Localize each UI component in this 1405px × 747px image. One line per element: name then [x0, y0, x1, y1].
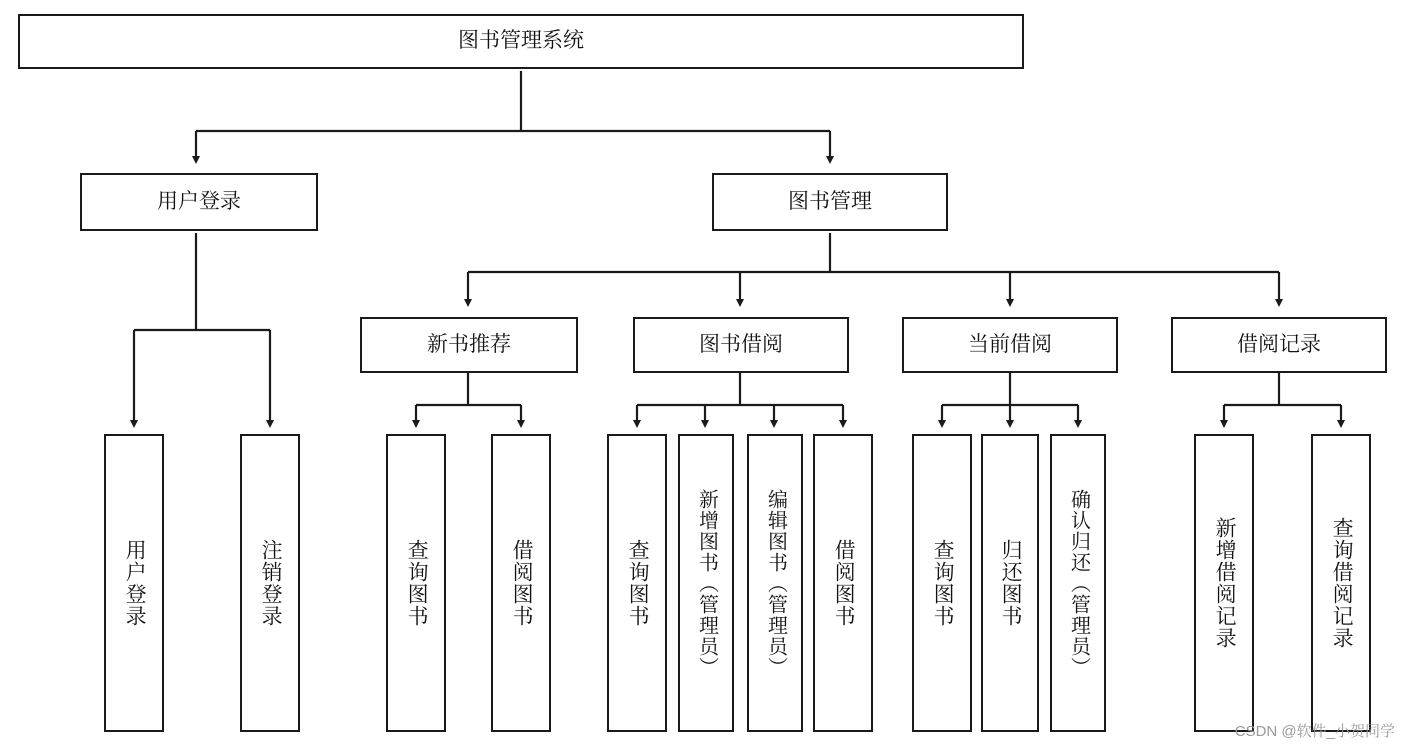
node-book-borrow[interactable]	[633, 317, 849, 373]
node-record-add-record-label: 新增借阅记录	[1213, 517, 1237, 649]
node-borrow-borrow-book[interactable]	[813, 434, 873, 732]
node-login-user-login[interactable]	[104, 434, 164, 732]
node-record-add-record[interactable]	[1194, 434, 1254, 732]
node-borrow-add-book[interactable]	[678, 434, 734, 732]
node-current-return-book[interactable]	[981, 434, 1039, 732]
node-rec-borrow-book-label: 借阅图书	[510, 539, 534, 627]
node-book-borrow-label: 图书借阅	[699, 332, 783, 356]
node-rec-query-book[interactable]	[386, 434, 446, 732]
node-book-manage[interactable]	[712, 173, 948, 231]
node-borrow-add-book-label: 新增图书（管理员）	[695, 488, 718, 678]
node-current-confirm-return-label: 确认归还（管理员）	[1067, 488, 1090, 678]
node-borrow-query-book[interactable]	[607, 434, 667, 732]
node-record-query-record-label: 查询借阅记录	[1330, 517, 1354, 649]
node-user-login-label: 用户登录	[157, 189, 241, 213]
node-borrow-query-book-label: 查询图书	[626, 539, 650, 627]
node-borrow-record[interactable]	[1171, 317, 1387, 373]
watermark-text: CSDN @软件_小贺同学	[1234, 723, 1395, 740]
node-login-user-logout-label: 注销登录	[259, 539, 283, 627]
node-book-manage-label: 图书管理	[788, 189, 872, 213]
node-record-query-record[interactable]	[1311, 434, 1371, 732]
node-borrow-edit-book-label: 编辑图书（管理员）	[764, 488, 787, 678]
node-login-user-logout[interactable]	[240, 434, 300, 732]
node-current-borrow[interactable]	[902, 317, 1118, 373]
node-root[interactable]	[18, 14, 1024, 69]
node-rec-borrow-book[interactable]	[491, 434, 551, 732]
node-borrow-borrow-book-label: 借阅图书	[832, 539, 856, 627]
node-current-query-book[interactable]	[912, 434, 972, 732]
node-user-login[interactable]	[80, 173, 318, 231]
node-new-book-recommend[interactable]	[360, 317, 578, 373]
node-current-query-book-label: 查询图书	[931, 539, 955, 627]
node-current-borrow-label: 当前借阅	[968, 332, 1052, 356]
node-login-user-login-label: 用户登录	[123, 539, 147, 627]
node-rec-query-book-label: 查询图书	[405, 539, 429, 627]
node-new-book-recommend-label: 新书推荐	[427, 332, 511, 356]
node-root-label: 图书管理系统	[458, 29, 584, 53]
node-current-confirm-return[interactable]	[1050, 434, 1106, 732]
node-current-return-book-label: 归还图书	[999, 539, 1023, 627]
node-borrow-edit-book[interactable]	[747, 434, 803, 732]
node-borrow-record-label: 借阅记录	[1237, 332, 1321, 356]
